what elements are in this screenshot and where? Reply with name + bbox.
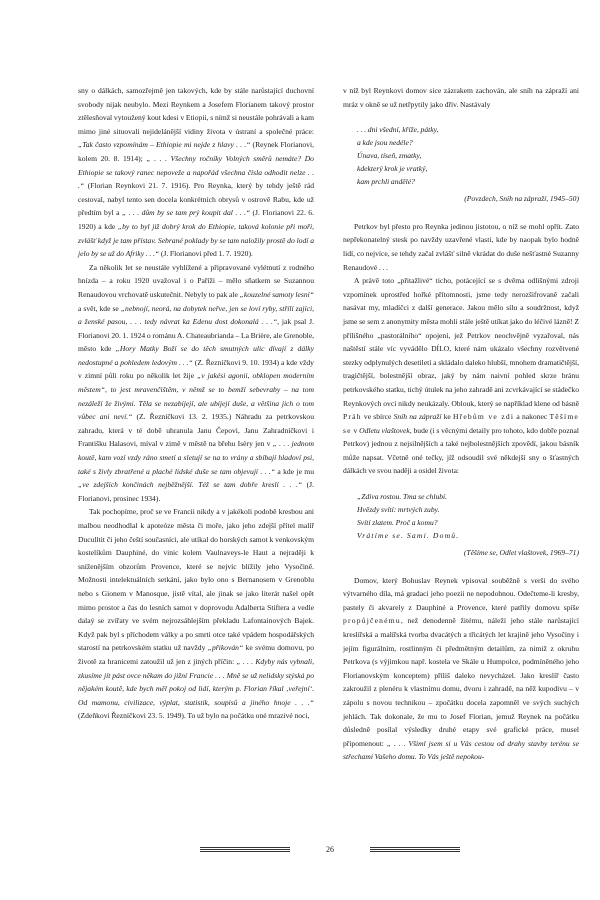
poem-source: (Povzdech, Sníh na zápraží, 1945–50) xyxy=(464,194,579,204)
left-text-column xyxy=(78,84,314,723)
poem-line: Únava, tíseň, zmatky, xyxy=(357,151,422,161)
paragraph: Petrkov byl přesto pro Reynka jedinou jistotou, o níž se mohl opřít. Zato nepřekonatelný stesk po navždy uzavřené vlasti, kde by naopak bylo hodně lidí, co nejvíce, se tehdy začal zvlášť silně vkrádat do duše nešťastné Suzanny Renaudové . . . xyxy=(343,221,579,272)
paragraph: Za několik let se neustále vyhlížené a připravované vylétnutí z rodného hnízda – a roku 1920 uvažoval i o Paříži – mělo sňatkem se Suzannou Renaudovou vrchovatě uskutečnit. Nebyly to pak ale „kouzelné samoty lesní“ a svět, kde se „nebnojí, neorá, na dobytek neřve, jen se loví ryby, střílí zajíci, a ženské pasou, . . . tedy návrat ka Edenu dost dokonalá . . .“, jak psal J. Florianovi 20. 1. 1924 o románu A. Chateaubrianda – La Brière, ale Grenoble, město kde „Hory Matky Boží se do těch smutných ulic dívají z dálky nedostupné a pohledem ledovým . . .“ (Z. Řezníčkovi 9. 10. 1934) a kde vždy v zimní půli roku po několik let žije „v jakési agonii, obklopen moderním městem“, to jest mravenčištěm, v němž se to bemží sebevraby – na tom nezáleží že živými. Těla se nezabíjejí, ale ubíjejí duše, a většina jich o tom vůbec ani neví.“ (Z. Řezníčkovi 13. 2. 1935.) Náhradu za petrkovskou zahradu, která v té době uhranula Janu Čepovi, Janu Zahradníčkovi i Františku Halasovi, míval v zimě v městě na břehu Isèry jen v „ . . . jednom koutě, kam vozí vzdy ráno smetí a sletují se na to vrány a sbíbají hladoví psi, také s živly zbratřené a plaché lidské duše se tam objevují . . .“ a kde je mu „ve zdejších končinách nejběžnější. Též se tam dobře kreslí . . .“ (J. Florianovi, prosinec 1934). xyxy=(78,262,315,503)
poem-line: kdekterý krok je vratký, xyxy=(357,164,428,174)
footer-ornament xyxy=(370,847,460,854)
poem-line: Hvězdy svítí: mrtvých zuby. xyxy=(357,505,440,515)
poem-line: a kde jsou nedéle? xyxy=(357,138,413,148)
paragraph: Tak pochopíme, proč se ve Francii nikdy a v jakékoli podobě kresbou ani malbou neodhodlal k apoteóze města či moře, jako jeho zdejší přítel malíř Duculltit či jeho čeští současníci, ale utíkal do horských samot k venkovským kostelíkům Dauphiné, do vinic kolem Vaulnaveys-le Haut a nejraději k sníženějším obzorům Provence, které se nejvíc blížily jeho Vysočině. Možnosti intelektuálních setkání, jako bylo ono s Bernanosem v Grenoblu nebo s Gionem v Manosque, jistě vítal, ale jinak se jako literát našel opět mimo prostor a čas do lesních samot v doprovodu Adalberta Stiftera a vedle dalaý se zvířaty ve svém nejrozsáhlejším překladu Lafontainových Bajek. Když pak byl s příchodem války a po smrti otce také vpádem hospodářských starostí na petrkovském statku už navždy „přikován“ ke svému domovu, po životě za hranicemi zatoužil už jen z jiných příčin: „ . . . Kdyby nás vybnali, zkusíme jít pást ovce někam do jižní Francie . . . Mně se už nelidsky stýská po nějakém koutě, kde bych měl pokoj od lidí, kterým p. Florian říkal ‚veřejní‘. Od mamonu, civilizace, výplat, statistik, soupisů a jiného hnoje . . .“ (Zdeňkovi Řezníčkovi 23. 5. 1949). To už bylo na počátku oné mrazivé noci, xyxy=(78,507,315,721)
poem-line: . . . dni všední, křížе, pátky, xyxy=(357,125,439,135)
poem-line: Svítí zlatem. Proč a komu? xyxy=(357,518,438,528)
poem-line: „Zdiva rostou. Tma se chlubí. xyxy=(357,492,448,502)
paragraph: sny o dálkách, samozřejmě jen takových, kde by stále narůstající duchovní svobody nijak neubylo. Mezi Reynkem a Josefem Florianem takový prostor ztělesňoval vytoužený kout kdesi v Etiopii, s nímž si neustále pohrávali a kam mimo jiné situovali nejidelánější vidiny života v ústraní a společné práce: „Tak často vzpomínám – Ethiopie mi nejde z hlavy . . .“ (Reynek Florianovi, kolem 20. 8. 1914); „ . . . Všechny ročníky Volných směrů nemáte? Do Ethiopie se takový ranec nepoveže a napořád všechna čísla odhodit nelze . . .“ (Florian Reynkovi 21. 7. 1916). Pro Reynka, který by tehdy ještě rád cestoval, nabyl tento sen docela konkrétních obrysů v ostrově Rabu, kde už předtím byl a „ . . . dům by se tam prý koupit dal . . .“ (J. Florianovi 22. 6. 1920) a kde „by to byl již dobrý krok do Ethiopie, taková kolonie při moři, zvlášť když je tam přístav. Sebrané poklady by se tam naložily prostě do lodí a jelo by se už do Afriky . . .“ (J. Florianovi před 1. 7. 1920). xyxy=(78,86,314,259)
page-number: 26 xyxy=(326,845,334,854)
right-text-column xyxy=(343,84,579,764)
poem-line: kam prchli andělé? xyxy=(357,177,415,187)
paragraph: v níž byl Reynkovi domov sice zázrakem zachován, ale sníh na zápraží ani mráz v okně se už netřpytily jako dřív. Nastávaly xyxy=(343,86,579,109)
poem-source: (Těšíme se, Odlet vlaštovek, 1969–71) xyxy=(463,548,579,558)
poem-quote xyxy=(357,490,579,542)
poem-line: Vrátíme se. Sami. Domů. xyxy=(357,531,460,541)
poem-quote xyxy=(357,123,579,188)
page-footer xyxy=(200,843,460,857)
paragraph: Domov, který Bohuslav Reynek vpisoval souběžně s verši do svého výtvarného díla, má gradaci jeho poezii ne nepodobnou. Odečteme-li kresby, pastely či akvarely z Dauphiné a Provence, které patřily domovu spíše propůjčenému, než denodenně žitému, náleží jeho stále narůstající kreslířská a malířská tvorba dvacátých a třicátých let krajině jeho Vysočiny i jejím figurálním, rostlinným či předmětným detailům, za nimiž z okruhu Petrkova (s výjimkou např. kostela ve Skále u Humpolce, podmíněného jeho Florianovským konceptem) příliš daleko nevycházel. Jako kreslíř často zakroužil z plenéru k vlastnímu domu, dvoru i zahradě, na něž kupodivu – v zápolu s novou technikou – zpočátku docela zapomněl ve svých suchých jehlách. Tak dokonale, že mu to Josef Florian, jemuž Reynek na počátku důsledně posílal výsledky druhé etapy své grafické práce, musel připomenout: „ . . . Všiml jsem si u Vás cestou od drahy stavby terénu se střechami Vašeho domu. To Vás ještě nepokou- xyxy=(343,575,579,762)
paragraph: A právě toto „přitažlivé“ ticho, potácející se s dvěma odlišnými zdroji vzpomínek uprostřed hořké přítomnosti, jsme tedy nerozšifrovaně začali nasávat my, mladíčci z další generace. Jakou mělo sílu a soudržnost, když jsme se sem z anonymity města mohli stále ještě utíkat jako do léčivé lázně! Z přílišného „pastorálního“ opojení, jež Petrkov neochvějně vyzařoval, nás naštěstí stále víc vyvádělo DÍLO, které nám ukázalo všechny rozvětvené stezky odplynulých desetiletí a skládalo daleko hlubší, mnohem dramatičtější, tragičtější, bolestnější obraz, jaký by nám naivní pohled skrze bránu petrkovského statku, tichý útulek na jeho zahradě ani zcvrkávající se stádečko Reynkových ovcí nikdy neukázaly. Oblouk, který se například klene od básně Práh ve sbírce Sníh na zápraží ke Hřebům ve zdi a nakonec Těšíme se v Odletu vlaštovek, bude (i s věcnými detaily pro tohoto, kdo dobře poznal Petrkov) jednou z nejsilnějších a také nejbolestnějších zpovědí, jakou básník může napsat. Včetně oné tečky, jíž odsoudil své někdejší sny o šťastných dálkách ve svou naději a osidel života: xyxy=(343,276,580,476)
